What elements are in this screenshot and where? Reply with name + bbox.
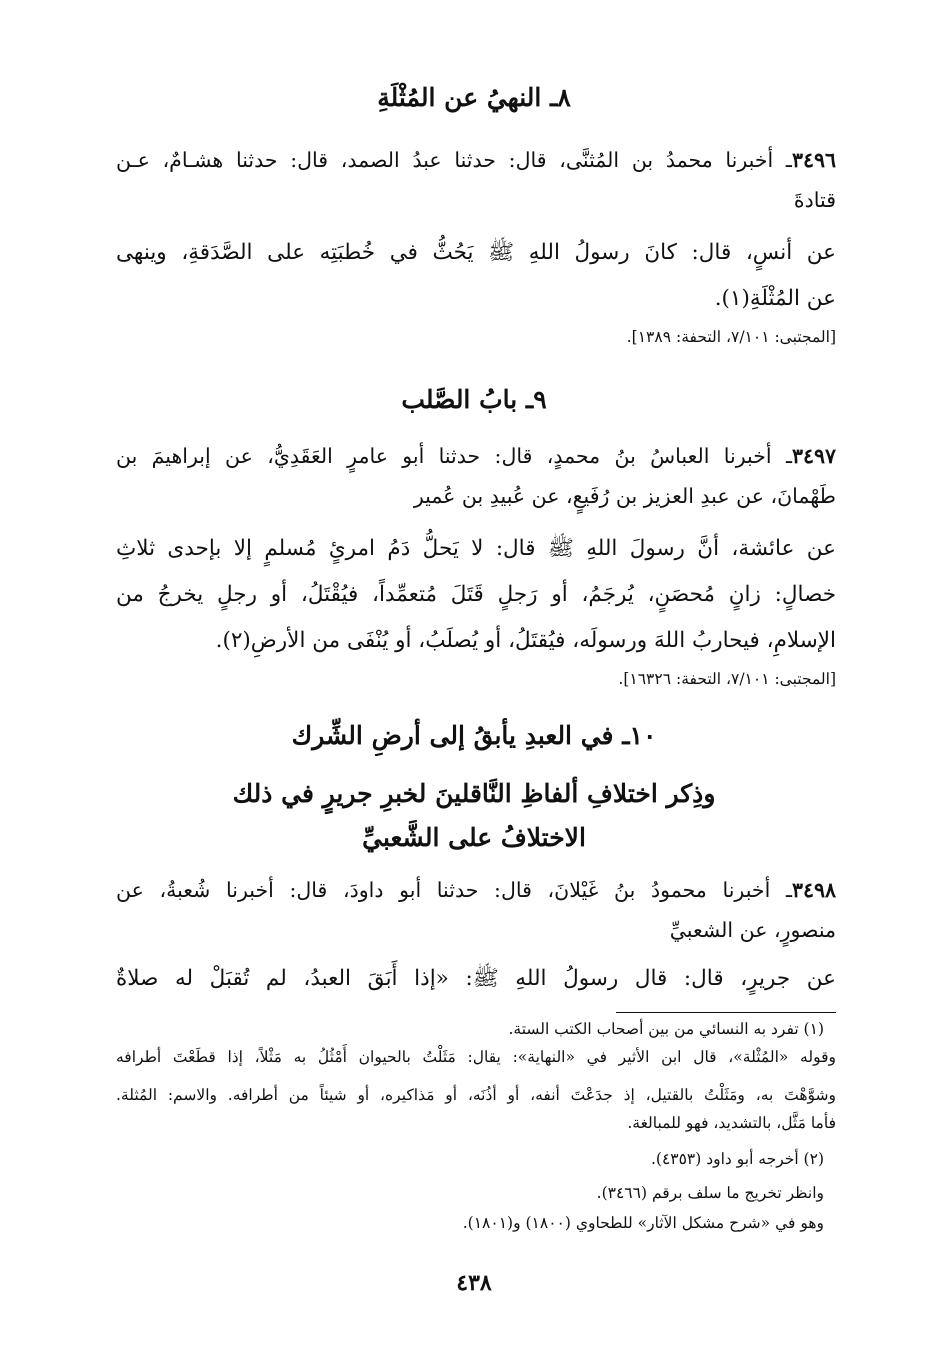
hadith-number: ٣٤٩٦ <box>791 148 836 172</box>
matn-text: عن المُثْلَةِ(١). <box>714 286 836 311</box>
matn-text: خصالٍ: زانٍ مُحصَنٍ، يُرجَمُ، أو رَجلٍ قَتَلَ مُتعمِّداً، فيُقْتَلُ، أو رجلٍ يخرجُ من <box>116 582 836 607</box>
hadith-3497-reference: [المجتبى: ٧/١٠١، التحفة: ١٦٣٢٦]. <box>618 670 836 688</box>
matn-text: عن عائشة، أنَّ رسولَ اللهِ ﷺ قال: لا يَحلُّ دَمُ امرئٍ مُسلمٍ إلا بإحدى ثلاثِ <box>116 536 836 561</box>
page-number: ٤٣٨ <box>456 1270 492 1296</box>
hadith-3497-isnad-line <box>116 436 836 476</box>
matn-text: عن أنسٍ، قال: كانَ رسولُ اللهِ ﷺ يَحُثُّ في خُطبَتِه على الصَّدَقةِ، وينهى <box>116 240 836 265</box>
hadith-3496-isnad-line <box>116 140 836 180</box>
matn-text: الإسلامِ، فيحاربُ اللهَ ورسولَه، فيُقتَلُ، أو يُصلَبُ، أو يُنْفَى من الأرضِ(٢). <box>215 628 836 653</box>
isnad-text: ـ أخبرنا العباسُ بنُ محمدٍ، قال: حدثنا أبو عامرٍ العَقَدِيُّ، عن إبراهيمَ بن <box>116 444 792 468</box>
footnote-line: (٢) أخرجه أبو داود (٤٣٥٣). <box>650 1150 824 1168</box>
hadith-3497-matn <box>116 526 836 664</box>
isnad-text: قتادةَ <box>793 188 836 212</box>
hadith-3496-reference: [المجتبى: ٧/١٠١، التحفة: ١٣٨٩]. <box>626 328 836 346</box>
hadith-number: ٣٤٩٧ <box>791 444 836 468</box>
isnad-text: ـ أخبرنا محمدُ بن المُثنَّى، قال: حدثنا عبدُ الصمد، قال: حدثنا هشـامٌ، عـن <box>116 148 792 172</box>
footnote-separator <box>616 1012 836 1013</box>
isnad-text: طَهْمانَ، عن عبدِ العزيز بن رُفَيعٍ، عن عُبيدِ بن عُمير <box>413 484 836 508</box>
footnote-line: فأما مَثَّل، بالتشديد، فهو للمبالغة. <box>627 1114 836 1132</box>
hadith-number: ٣٤٩٨ <box>791 878 836 902</box>
isnad-text: منصورٍ، عن الشعبيِّ <box>669 918 836 942</box>
matn-text: عن جريرٍ، قال: قال رسولُ اللهِ ﷺ: «إذا أَبَقَ العبدُ، لم تُقبَلْ له صلاةٌ <box>116 966 836 991</box>
hadith-3496 <box>116 140 836 220</box>
footnote-line: وشوَّهْتَ به، ومَثَلْتُ بالقتيل، إذ جدَعْتَ أنفه، أو أذُنَه، أو مَذاكيره، أو شيئاً من أطرافه. والاسم: المُثلة. <box>116 1086 836 1104</box>
chapter-heading-9: ٩ـ بابُ الصَّلب <box>401 385 547 414</box>
footnote-line: (١) تفرد به النسائي من بين أصحاب الكتب الستة. <box>508 1020 824 1038</box>
isnad-text: ـ أخبرنا محمودُ بنُ غَيْلانَ، قال: حدثنا أبو داودَ، قال: أخبرنا شُعبةُ، عن <box>116 878 792 902</box>
hadith-3498-matn <box>116 956 836 1002</box>
chapter-heading-10: ١٠ـ في العبدِ يأبقُ إلى أرضِ الشِّرك <box>291 721 657 750</box>
hadith-3498 <box>116 870 836 950</box>
footnote-line: وانظر تخريج ما سلف برقم (٣٤٦٦). <box>596 1184 824 1202</box>
hadith-3496-matn <box>116 230 836 322</box>
footnote-line: وقوله «المُثْلة»، قال ابن الأثير في «النهاية»: يقال: مَثَلْتُ بالحيوان أَمْثُلُ به مَثْلاً، إذا قطَعْتَ أطرافه <box>116 1048 836 1066</box>
hadith-3497 <box>116 436 836 516</box>
chapter-heading-8: ٨ـ النهيُ عن المُثْلَةِ <box>377 83 571 112</box>
chapter-subheading: الاختلافُ على الشَّعبيِّ <box>362 823 586 852</box>
chapter-subheading: وذِكر اختلافِ ألفاظِ النَّاقلينَ لخبرِ جريرٍ في ذلك <box>232 779 716 808</box>
footnote-line: وهو في «شرح مشكل الآثار» للطحاوي (١٨٠٠) و(١٨٠١). <box>462 1214 824 1232</box>
hadith-3498-isnad-line <box>116 870 836 910</box>
